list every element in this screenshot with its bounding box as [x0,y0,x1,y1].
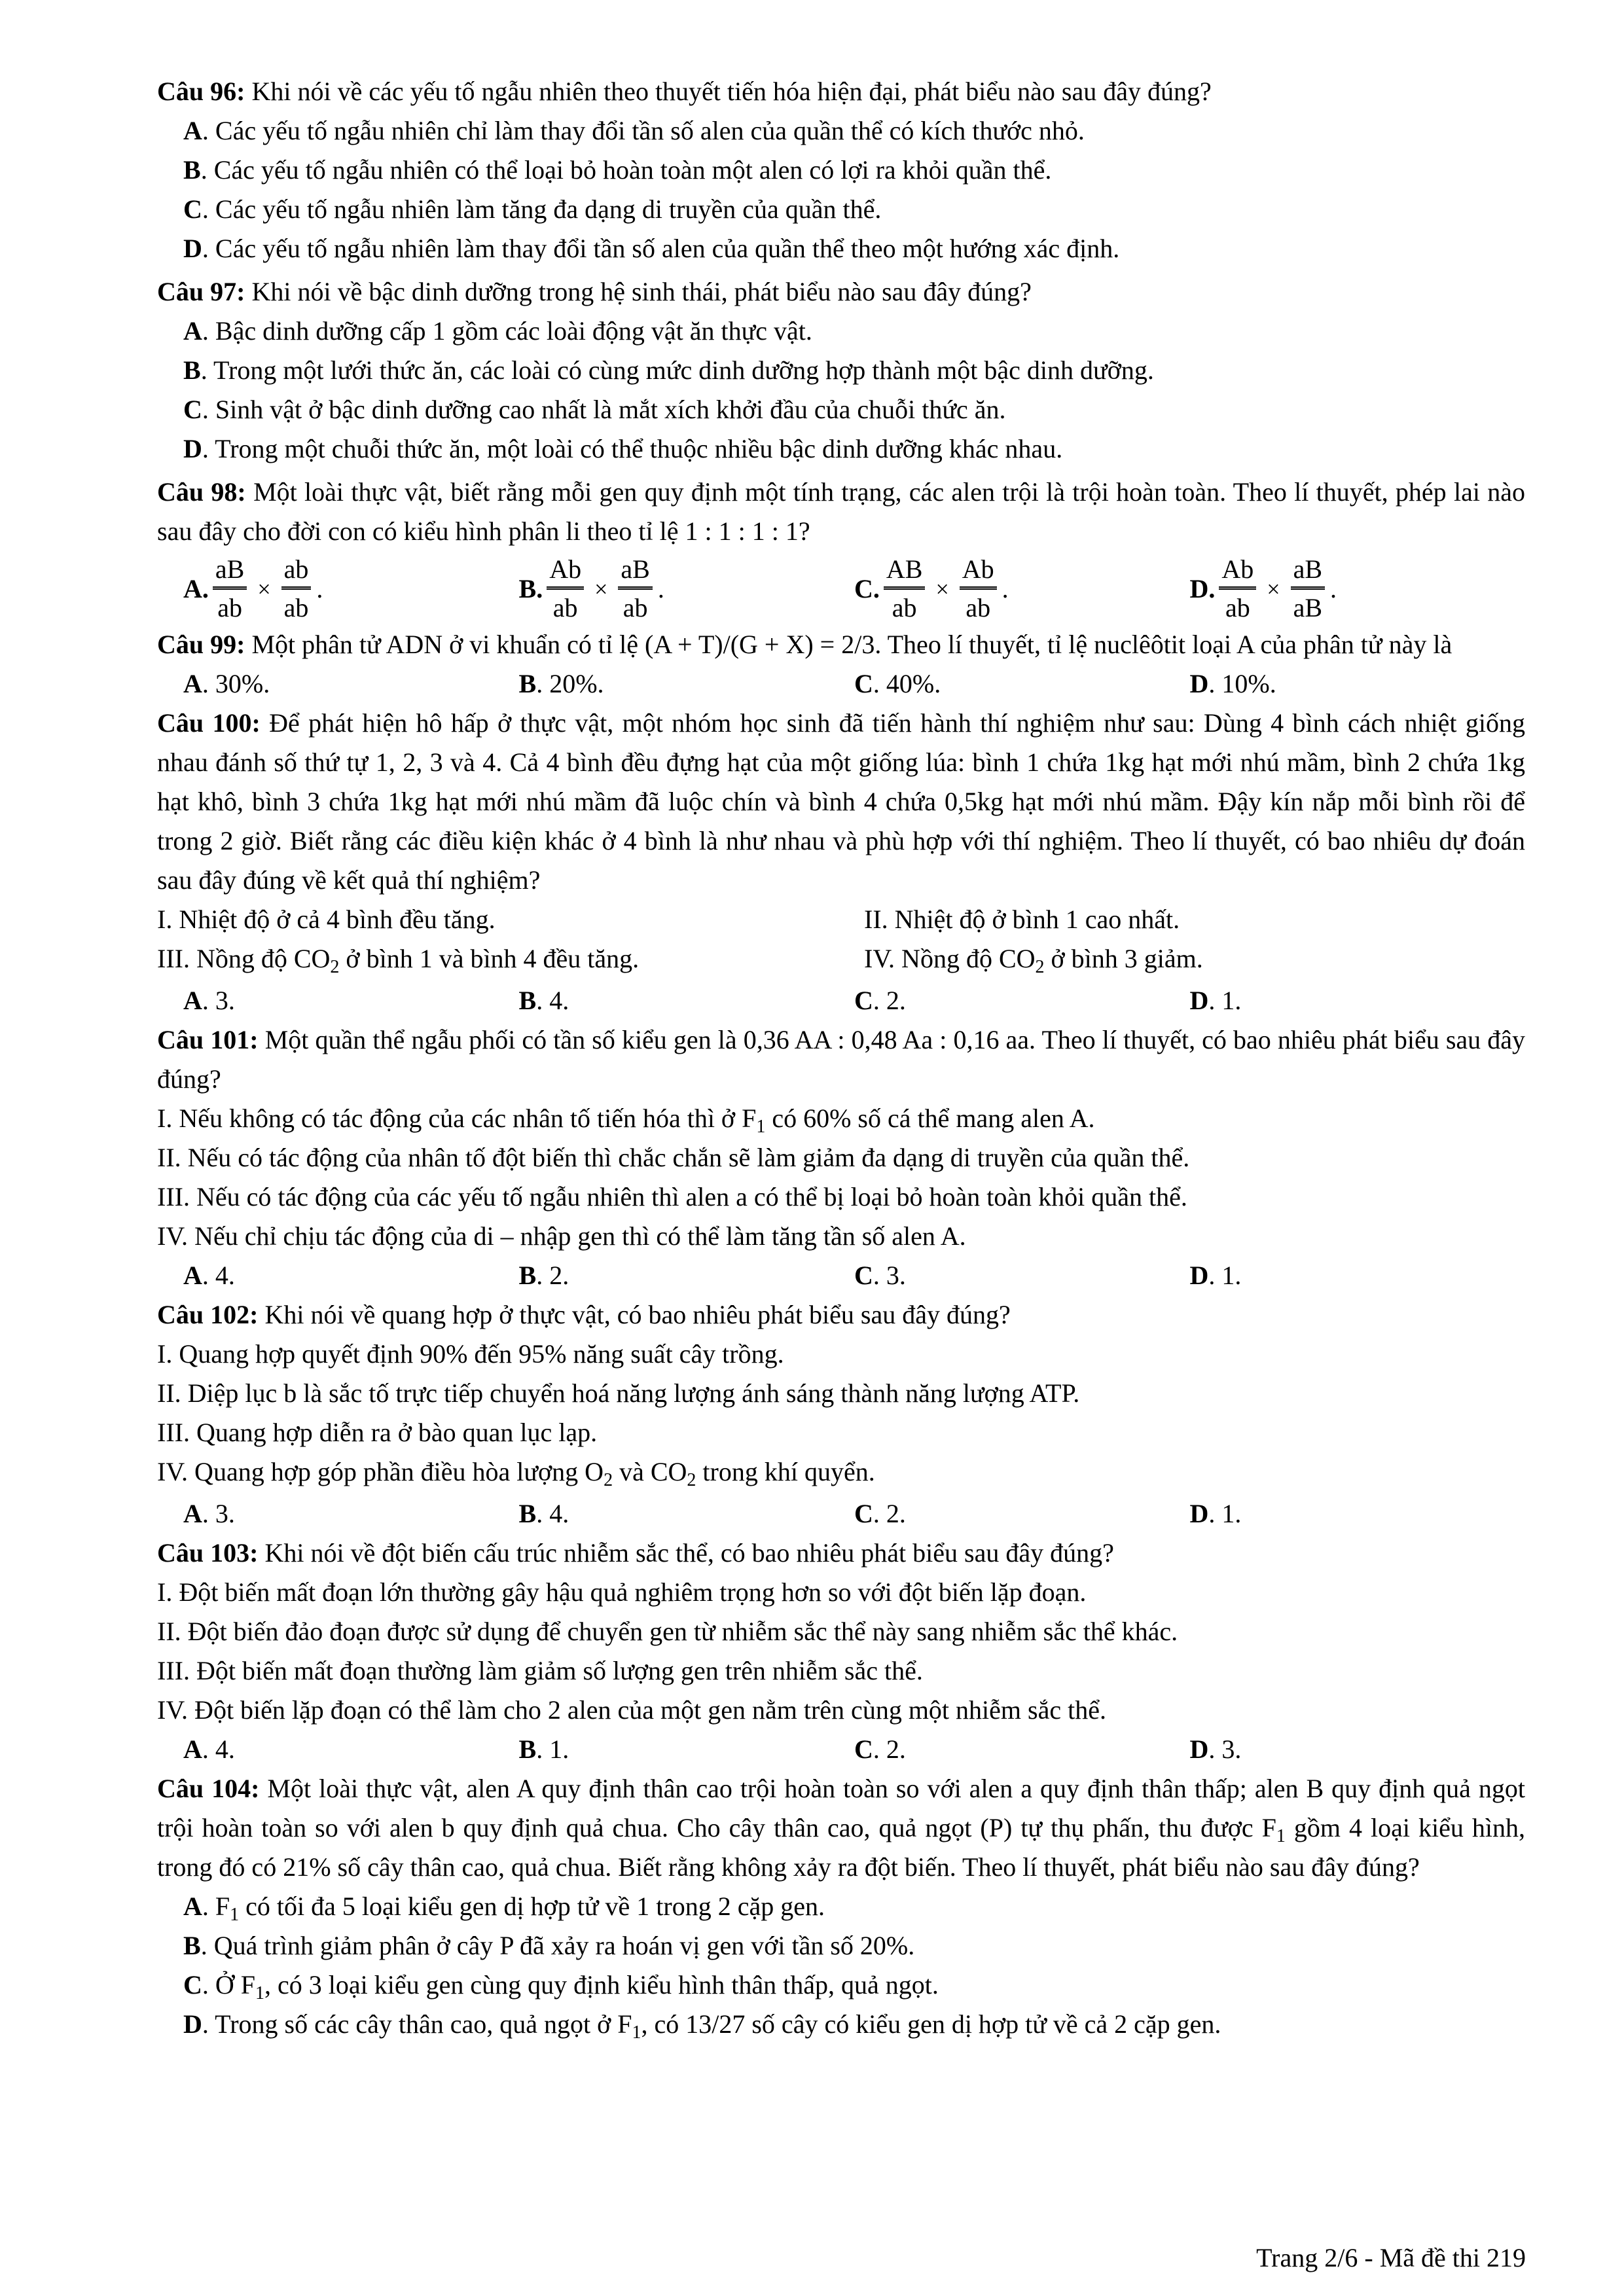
option-text: . 2. [873,986,906,1015]
subscript: 1 [632,2022,641,2043]
option-d [1190,1730,1526,1769]
option-letter: C [183,1970,202,2000]
genotype-fraction [1219,554,1256,624]
option-d [157,229,1525,268]
question-stem [157,1295,1525,1335]
question-label: Câu 100: [157,708,261,738]
question-97 [157,272,1525,469]
option-letter: A [183,669,202,698]
option-letter: B [183,1931,201,1960]
question-text: Khi nói về quang hợp ở thực vật, có bao nhiêu phát biểu sau đây đúng? [264,1300,1011,1329]
question-label: Câu 99: [157,630,245,659]
option-letter: A [183,573,202,603]
genotype-bottom: ab [1225,593,1250,622]
times-sign: × [935,575,949,602]
genotype-bottom: aB [1293,593,1323,622]
options-row [157,981,1525,1020]
question-text: Để phát hiện hô hấp ở thực vật, một nhóm học sinh đã tiến hành thí nghiệm như sau: Dùng 4 bình cách nhiệt giống nhau đánh số thứ tự 1, 2, 3 và 4. Cả 4 bình đều đựng hạt của một giống lúa: bình 1 chứa 1kg hạt mới nhú mầm, bình 2 chứa 1kg hạt khô, bình 3 chứa 1kg hạt mới nhú mầm đã luộc chín và bình 4 chứa 0,5kg hạt mới nhú mầm. Đậy kín nắp mỗi bình rồi để trong 2 giờ. Biết rằng các điều kiện khác ở 4 bình là như nhau và phù hợp với thí nghiệm. Theo lí thuyết, có bao nhiêu dự đoán sau đây đúng về kết quả thí nghiệm? [157,708,1525,895]
option-b [519,554,855,624]
genotype-fraction [884,554,926,624]
option-text: . 2. [873,1499,906,1528]
cross-options [157,554,1525,624]
option-text: . 3. [202,986,235,1015]
option-text: . 30%. [202,669,270,698]
option-letter: D [183,434,202,463]
option-d [1190,1494,1526,1534]
option-a [157,312,1525,351]
question-label: Câu 96: [157,77,245,106]
times-sign: × [257,575,271,602]
option-b [157,1926,1525,1965]
exam-page [157,72,1525,2044]
statement-text: trong khí quyển. [696,1457,875,1486]
option-b [519,664,855,704]
statement-4 [157,1452,1525,1492]
period: . [657,573,664,603]
option-text: . Trong một lưới thức ăn, các loài có cùng mức dinh dưỡng hợp thành một bậc dinh dưỡng. [200,355,1154,385]
option-letter-dot: . [1208,573,1216,603]
option-d [157,429,1525,469]
genotype-bottom: ab [552,593,578,622]
genotype-fraction [618,554,652,624]
option-letter: B [183,355,201,385]
option-text: . 4. [202,1261,235,1290]
options-row [157,1494,1525,1534]
option-a [183,1494,519,1534]
subscript: 1 [1276,1826,1286,1846]
question-label: Câu 101: [157,1025,259,1054]
statement-2: II. Diệp lục b là sắc tố trực tiếp chuyển hoá năng lượng ánh sáng thành năng lượng ATP. [157,1378,1080,1408]
options-row [157,664,1525,704]
period: . [1330,573,1337,603]
option-text: , có 3 loại kiểu gen cùng quy định kiểu hình thân thấp, quả ngọt. [264,1970,939,2000]
genotype-bottom: ab [965,593,991,622]
option-text: . 4. [536,1499,569,1528]
question-stem [157,1534,1525,1573]
question-104 [157,1769,1525,2044]
option-letter: A [183,1499,202,1528]
statement-4: IV. Nếu chỉ chịu tác động của di – nhập gen thì có thể làm tăng tần số alen A. [157,1221,966,1251]
option-text: . 4. [536,986,569,1015]
option-text: . F [202,1892,230,1921]
option-letter: D [1189,669,1209,698]
option-letter: B [518,986,537,1015]
option-b [519,1730,855,1769]
option-letter: D [1189,1261,1209,1290]
subscript: 1 [230,1905,240,1925]
statement-text: IV. Nồng độ CO [864,944,1036,973]
option-text: . Sinh vật ở bậc dinh dưỡng cao nhất là mắt xích khởi đầu của chuỗi thức ăn. [202,395,1006,424]
statement-3: III. Quang hợp diễn ra ở bào quan lục lạp. [157,1418,598,1447]
subscript: 2 [604,1470,613,1490]
option-text: có tối đa 5 loại kiểu gen dị hợp tử về 1 trong 2 cặp gen. [239,1892,825,1921]
option-letter: A [183,986,202,1015]
option-d [1190,1256,1526,1295]
options-row [157,1256,1525,1295]
option-text: . 1. [1208,1261,1242,1290]
genotype-top: aB [213,554,247,590]
option-letter-dot: . [873,573,880,603]
option-a [183,1256,519,1295]
option-letter: C [854,1499,873,1528]
statement-text: ở bình 1 và bình 4 đều tăng. [339,944,640,973]
genotype-fraction [1291,554,1325,624]
question-label: Câu 102: [157,1300,259,1329]
option-text: . Quá trình giảm phân ở cây P đã xảy ra hoán vị gen với tần số 20%. [200,1931,915,1960]
option-text: . 1. [1208,1499,1242,1528]
option-a [183,554,519,624]
option-text: . 4. [202,1734,235,1764]
genotype-bottom: ab [217,593,242,622]
option-b [157,351,1525,390]
option-a [157,111,1525,151]
option-d [157,2005,1525,2044]
question-text: Một loài thực vật, alen A quy định thân cao trội hoàn toàn so với alen a quy định thân thấp; alen B quy định quả ngọt trội hoàn toàn so với alen b quy định quả chua. Cho cây thân cao, quả ngọt (P) tự thụ phấn, thu được F [157,1774,1526,1842]
question-98 [157,473,1525,624]
option-text: . Bậc dinh dưỡng cấp 1 gồm các loài động vật ăn thực vật. [202,316,812,346]
question-stem [157,1769,1525,1887]
genotype-fraction [960,554,997,624]
option-letter: A [183,1892,202,1921]
statement-2: II. Nhiệt độ ở bình 1 cao nhất. [864,905,1180,934]
option-letter: B [518,669,537,698]
option-c [854,1256,1190,1295]
question-stem [157,272,1525,312]
genotype-bottom: ab [623,593,648,622]
times-sign: × [594,575,608,602]
option-letter: B [518,573,537,603]
option-c [854,1730,1190,1769]
option-letter: B [183,155,201,185]
option-text: . 1. [536,1734,569,1764]
statement-2: II. Đột biến đảo đoạn được sử dụng để chuyển gen từ nhiễm sắc thể này sang nhiễm sắc thể khác. [157,1617,1178,1646]
option-text: . 2. [873,1734,906,1764]
option-text: . 3. [873,1261,906,1290]
question-text: Một phân tử ADN ở vi khuẩn có tỉ lệ (A + T)/(G + X) = 2/3. Theo lí thuyết, tỉ lệ nuclêôtit loại A của phân tử này là [251,630,1453,659]
statement-text: ở bình 3 giảm. [1044,944,1203,973]
option-b [519,981,855,1020]
statement-2: II. Nếu có tác động của nhân tố đột biến thì chắc chắn sẽ làm giảm đa dạng di truyền của quần thể. [157,1143,1190,1172]
option-b [157,151,1525,190]
statement-4: IV. Đột biến lặp đoạn có thể làm cho 2 alen của một gen nằm trên cùng một nhiễm sắc thể. [157,1695,1106,1725]
option-a [183,981,519,1020]
option-letter: C [854,669,873,698]
question-101 [157,1020,1525,1295]
question-label: Câu 104: [157,1774,260,1803]
option-b [519,1256,855,1295]
genotype-fraction [281,554,312,624]
option-letter: B [518,1261,537,1290]
option-text: . Các yếu tố ngẫu nhiên có thể loại bỏ hoàn toàn một alen có lợi ra khỏi quần thể. [200,155,1052,185]
option-text: . 3. [1208,1734,1242,1764]
question-text: gồm 4 loại kiểu hình, trong đó có 21% số cây thân cao, quả chua. Biết rằng không xảy ra đột biến. Theo lí thuyết, phát biểu nào sau đây đúng? [157,1813,1525,1882]
genotype-top: aB [1291,554,1325,590]
statements-row [157,939,1525,978]
question-label: Câu 98: [157,477,246,507]
genotype-top: Ab [960,554,997,590]
question-stem [157,72,1525,111]
option-c [157,1965,1525,2005]
option-c [854,664,1190,704]
statement-text: III. Nồng độ CO [157,944,331,973]
statement-3 [157,939,864,978]
option-letter: C [854,1261,873,1290]
question-text: Khi nói về bậc dinh dưỡng trong hệ sinh thái, phát biểu nào sau đây đúng? [251,277,1032,306]
question-text: Khi nói về các yếu tố ngẫu nhiên theo thuyết tiến hóa hiện đại, phát biểu nào sau đây đúng? [251,77,1212,106]
question-stem [157,625,1525,664]
option-c [854,1494,1190,1534]
option-letter: D [1189,573,1209,603]
option-c [854,554,1190,624]
option-letter: D [1189,1499,1209,1528]
option-letter: C [854,986,873,1015]
option-letter: A [183,316,202,346]
subscript: 2 [330,957,340,977]
option-letter: C [854,573,873,603]
option-d [1190,554,1526,624]
option-letter: C [854,1734,873,1764]
option-text: , có 13/27 số cây có kiểu gen dị hợp tử về cả 2 cặp gen. [641,2009,1221,2039]
statement-1: I. Quang hợp quyết định 90% đến 95% năng suất cây trồng. [157,1339,784,1369]
subscript: 1 [756,1117,766,1137]
option-letter-dot: . [536,573,543,603]
statement-text: có 60% số cá thể mang alen A. [765,1103,1095,1133]
option-letter: B [518,1499,537,1528]
statement-1: I. Nhiệt độ ở cả 4 bình đều tăng. [157,905,496,934]
option-text: . Các yếu tố ngẫu nhiên làm tăng đa dạng di truyền của quần thể. [202,194,882,224]
question-stem [157,473,1525,551]
option-text: . 20%. [536,669,604,698]
statement-text: IV. Quang hợp góp phần điều hòa lượng O [157,1457,604,1486]
question-text: Một loài thực vật, biết rằng mỗi gen quy định một tính trạng, các alen trội là trội hoàn toàn. Theo lí thuyết, phép lai nào sau đây cho đời con có kiểu hình phân li theo tỉ lệ 1 : 1 : 1 : 1? [157,477,1526,546]
option-text: . Các yếu tố ngẫu nhiên chỉ làm thay đổi tần số alen của quần thể có kích thước nhỏ. [202,116,1085,145]
genotype-top: Ab [1219,554,1256,590]
genotype-bottom: ab [283,593,309,622]
option-letter: A [183,1734,202,1764]
period: . [1001,573,1009,603]
option-text: . 2. [536,1261,569,1290]
question-label: Câu 103: [157,1538,259,1568]
option-letter: D [1189,986,1209,1015]
period: . [316,573,323,603]
statement-3: III. Nếu có tác động của các yếu tố ngẫu nhiên thì alen a có thể bị loại bỏ hoàn toàn khỏi quần thể. [157,1182,1187,1211]
option-text: . 1. [1208,986,1242,1015]
option-text: . Trong một chuỗi thức ăn, một loài có thể thuộc nhiều bậc dinh dưỡng khác nhau. [202,434,1063,463]
option-letter: C [183,395,202,424]
option-text: . Ở F [202,1970,256,2000]
option-text: . 3. [202,1499,235,1528]
option-text: . 10%. [1208,669,1276,698]
genotype-top: ab [281,554,312,590]
question-text: Một quần thể ngẫu phối có tần số kiểu gen là 0,36 AA : 0,48 Aa : 0,16 aa. Theo lí thuyết, có bao nhiêu phát biểu sau đây đúng? [157,1025,1526,1094]
statement-text: và CO [613,1457,687,1486]
option-letter-dot: . [202,573,209,603]
option-text: . 40%. [873,669,941,698]
question-stem [157,1020,1525,1099]
option-c [854,981,1190,1020]
statement-1: I. Đột biến mất đoạn lớn thường gây hậu quả nghiêm trọng hơn so với đột biến lặp đoạn. [157,1577,1087,1607]
option-b [519,1494,855,1534]
option-letter: D [183,2009,202,2039]
question-99 [157,625,1525,704]
genotype-top: aB [618,554,652,590]
option-a [157,1887,1525,1926]
option-text: . Trong số các cây thân cao, quả ngọt ở F [202,2009,632,2039]
genotype-top: AB [884,554,926,590]
option-text: . Các yếu tố ngẫu nhiên làm thay đổi tần số alen của quần thể theo một hướng xác định. [202,234,1120,263]
statement-3: III. Đột biến mất đoạn thường làm giảm số lượng gen trên nhiễm sắc thể. [157,1656,923,1685]
statements-row [157,900,1525,939]
times-sign: × [1267,575,1280,602]
question-102 [157,1295,1525,1534]
option-letter: D [183,234,202,263]
question-100 [157,704,1525,1020]
statement-1 [157,1099,1525,1138]
option-a [183,664,519,704]
subscript: 1 [255,1983,265,2003]
statement-text: I. Nếu không có tác động của các nhân tố tiến hóa thì ở F [157,1103,757,1133]
option-c [157,390,1525,429]
option-letter: D [1189,1734,1209,1764]
option-d [1190,664,1526,704]
page-footer: Trang 2/6 - Mã đề thi 219 [1256,2243,1526,2272]
question-text: Khi nói về đột biến cấu trúc nhiễm sắc thể, có bao nhiêu phát biểu sau đây đúng? [264,1538,1114,1568]
question-103 [157,1534,1525,1769]
question-96 [157,72,1525,268]
option-d [1190,981,1526,1020]
subscript: 2 [687,1470,696,1490]
genotype-bottom: ab [892,593,917,622]
genotype-fraction [547,554,584,624]
option-letter: C [183,194,202,224]
statement-4 [864,939,1203,978]
options-row [157,1730,1525,1769]
question-stem [157,704,1525,900]
option-c [157,190,1525,229]
option-a [183,1730,519,1769]
option-letter: A [183,1261,202,1290]
genotype-fraction [213,554,247,624]
option-letter: B [518,1734,537,1764]
question-label: Câu 97: [157,277,245,306]
option-letter: A [183,116,202,145]
genotype-top: Ab [547,554,584,590]
subscript: 2 [1035,957,1045,977]
